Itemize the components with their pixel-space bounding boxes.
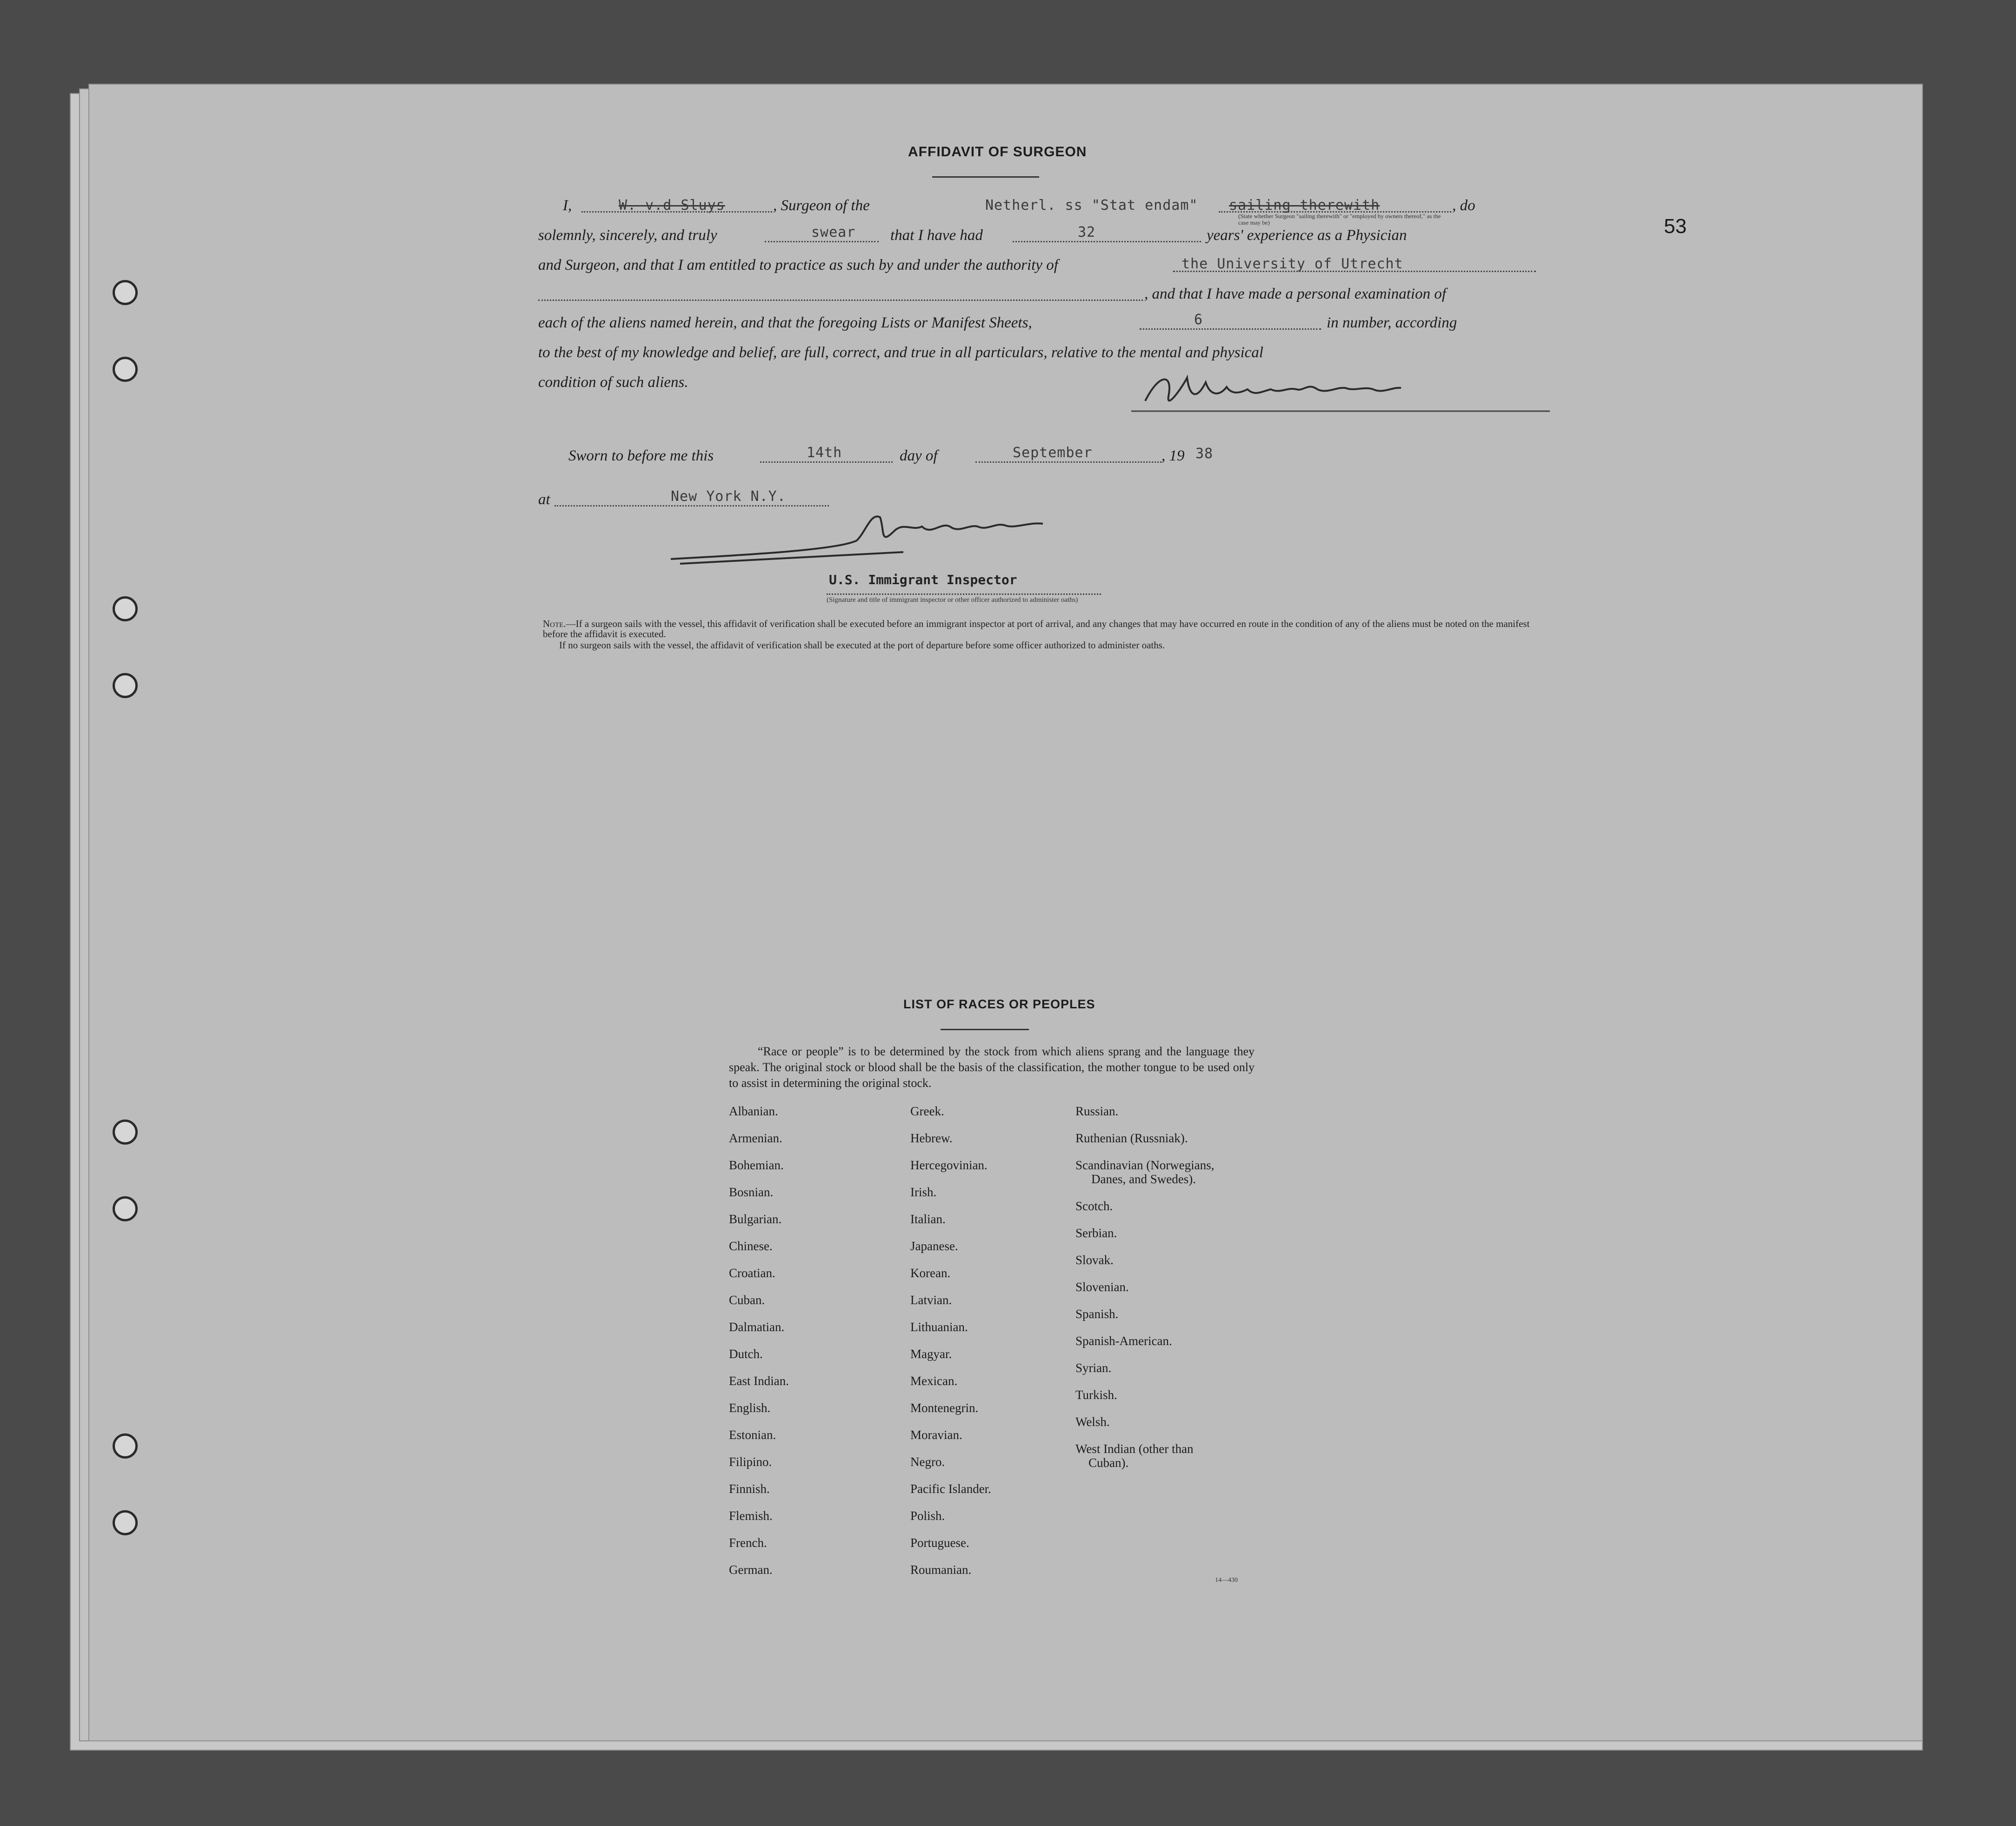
races-title-underline (941, 1029, 1029, 1030)
race-item: Cuban). (1088, 1456, 1129, 1470)
races-intro: “Race or people” is to be determined by the stock from which aliens sprang and the language they speak. The original stock or blood shall be the basis of the classification, the mother tongue to be used only to assist in determining the original stock. (729, 1045, 1255, 1090)
race-item: Ruthenian (Russniak). (1075, 1131, 1188, 1145)
affidavit-line2-mid: that I have had (890, 227, 983, 244)
sworn-day: 14th (807, 445, 842, 461)
form-number: 14—430 (1215, 1577, 1238, 1584)
race-item: Roumanian. (910, 1563, 972, 1577)
affidavit-line2-suffix: years' experience as a Physician (1207, 227, 1407, 244)
document-page (88, 84, 1923, 1741)
binder-hole (113, 1510, 138, 1535)
race-item: Turkish. (1075, 1388, 1117, 1402)
surgeon-signature (1131, 368, 1550, 420)
affidavit-line1-mid: , Surgeon of the (773, 197, 870, 214)
race-item: West Indian (other than (1075, 1442, 1194, 1456)
affidavit-note (543, 619, 1538, 639)
race-item: Serbian. (1075, 1226, 1117, 1240)
fill-line (827, 593, 1101, 595)
race-item: Finnish. (729, 1482, 770, 1496)
race-item: Chinese. (729, 1239, 773, 1253)
race-item: Spanish. (1075, 1307, 1119, 1321)
sworn-year-prefix: , 19 (1162, 447, 1185, 464)
years-experience: 32 (1078, 224, 1096, 240)
race-item: German. (729, 1563, 773, 1577)
affidavit-line4-suffix: , and that I have made a personal examination of (1144, 286, 1446, 302)
sworn-mid: day of (900, 447, 938, 464)
race-item: Bosnian. (729, 1185, 774, 1199)
race-item: English. (729, 1401, 771, 1415)
race-item: Spanish-American. (1075, 1334, 1172, 1348)
race-item: Italian. (910, 1212, 946, 1226)
page-number: 53 (1664, 215, 1687, 238)
race-item: Bohemian. (729, 1158, 784, 1172)
sworn-place: New York N.Y. (671, 488, 786, 505)
sworn-prefix: Sworn to before me this (568, 447, 714, 464)
race-item: Estonian. (729, 1428, 776, 1442)
race-item: Bulgarian. (729, 1212, 782, 1226)
fill-line (760, 461, 893, 463)
inspector-signature (661, 503, 1108, 568)
binder-hole (113, 596, 138, 621)
race-item: Mexican. (910, 1374, 958, 1388)
races-column-1 (729, 1098, 789, 1583)
title-underline (932, 176, 1039, 178)
race-item: Moravian. (910, 1428, 962, 1442)
race-item: Montenegrin. (910, 1401, 979, 1415)
races-title: LIST OF RACES OR PEOPLES (903, 997, 1095, 1011)
affidavit-line2-prefix: solemnly, sincerely, and truly (538, 227, 717, 244)
affidavit-line1-prefix: I, (563, 197, 572, 214)
race-item: Cuban. (729, 1293, 765, 1307)
race-item: Slovak. (1075, 1253, 1114, 1267)
affidavit-line5-suffix: in number, according (1327, 314, 1457, 331)
affidavit-line7: condition of such aliens. (538, 374, 688, 391)
race-item: Hercegovinian. (910, 1158, 988, 1172)
race-item: East Indian. (729, 1374, 789, 1388)
affidavit-line1-suffix: , do (1452, 197, 1475, 214)
race-item: Magyar. (910, 1347, 952, 1361)
races-column-2 (910, 1098, 991, 1583)
sheet-count: 6 (1194, 312, 1203, 328)
binder-hole (113, 1433, 138, 1459)
inspector-title: U.S. Immigrant Inspector (829, 572, 1017, 587)
race-item: Russian. (1075, 1104, 1119, 1118)
race-item: Korean. (910, 1266, 951, 1280)
note-text-2: If no surgeon sails with the vessel, the affidavit of verification shall be executed at the port of departure before some officer authorized to administer oaths. (559, 640, 1165, 651)
affidavit-line6: to the best of my knowledge and belief, are full, correct, and true in all particulars, relative to the mental and physical (538, 344, 1263, 361)
race-item: Greek. (910, 1104, 944, 1118)
fill-line (538, 300, 1143, 301)
binder-hole (113, 1196, 138, 1221)
at-prefix: at (538, 491, 550, 508)
binder-hole (113, 673, 138, 698)
race-item: Dalmatian. (729, 1320, 785, 1334)
races-column-3 (1075, 1098, 1214, 1470)
affidavit-line3-prefix: and Surgeon, and that I am entitled to practice as such by and under the authority of (538, 257, 1058, 273)
affidavit-title: AFFIDAVIT OF SURGEON (908, 144, 1087, 160)
race-item: Danes, and Swedes). (1091, 1172, 1196, 1186)
race-item: Armenian. (729, 1131, 782, 1145)
oath-verb: swear (811, 224, 856, 240)
race-item: Croatian. (729, 1266, 775, 1280)
race-item: Pacific Islander. (910, 1482, 991, 1496)
race-item: Lithuanian. (910, 1320, 968, 1334)
race-item: French. (729, 1536, 767, 1550)
ship-name: Netherl. ss "Stat endam" (985, 197, 1198, 213)
fill-line (975, 461, 1162, 463)
fill-line (1140, 328, 1321, 330)
race-item: Latvian. (910, 1293, 952, 1307)
race-item: Hebrew. (910, 1131, 953, 1145)
race-item: Portuguese. (910, 1536, 969, 1550)
inspector-caption: (Signature and title of immigrant inspector or other officer authorized to administer oaths) (827, 596, 1078, 604)
race-item: Welsh. (1075, 1415, 1110, 1429)
race-item: Japanese. (910, 1239, 958, 1253)
race-item: Irish. (910, 1185, 937, 1199)
binder-hole (113, 280, 138, 305)
licensing-authority: the University of Utrecht (1182, 256, 1403, 272)
surgeon-name: W. v.d Sluys (619, 197, 725, 213)
ship-note: (State whether Surgeon "sailing therewith" or "employed by owners thereof," as the case may be) (1238, 213, 1441, 226)
note-text-1: —If a surgeon sails with the vessel, this affidavit of verification shall be executed before an immigrant inspector at port of arrival, and any changes that may have occurred en route in the condition of any of the aliens must be noted on the manifest before the affidavit is executed. (543, 618, 1530, 640)
note-label: Note. (543, 618, 566, 629)
fill-line (1013, 241, 1201, 242)
race-item: Albanian. (729, 1104, 778, 1118)
race-item: Flemish. (729, 1509, 773, 1523)
sworn-year: 38 (1195, 446, 1214, 462)
race-item: Filipino. (729, 1455, 772, 1469)
race-item: Negro. (910, 1455, 945, 1469)
race-item: Scandinavian (Norwegians, (1075, 1158, 1215, 1172)
affidavit-line5-prefix: each of the aliens named herein, and that the foregoing Lists or Manifest Sheets, (538, 314, 1032, 331)
binder-hole (113, 1120, 138, 1145)
race-item: Dutch. (729, 1347, 763, 1361)
fill-line (765, 241, 879, 242)
race-item: Slovenian. (1075, 1280, 1129, 1294)
binder-hole (113, 357, 138, 382)
sailing-status: sailing therewith (1229, 197, 1380, 213)
race-item: Polish. (910, 1509, 945, 1523)
sworn-month: September (1013, 445, 1093, 461)
race-item: Syrian. (1075, 1361, 1112, 1375)
race-item: Scotch. (1075, 1199, 1113, 1213)
